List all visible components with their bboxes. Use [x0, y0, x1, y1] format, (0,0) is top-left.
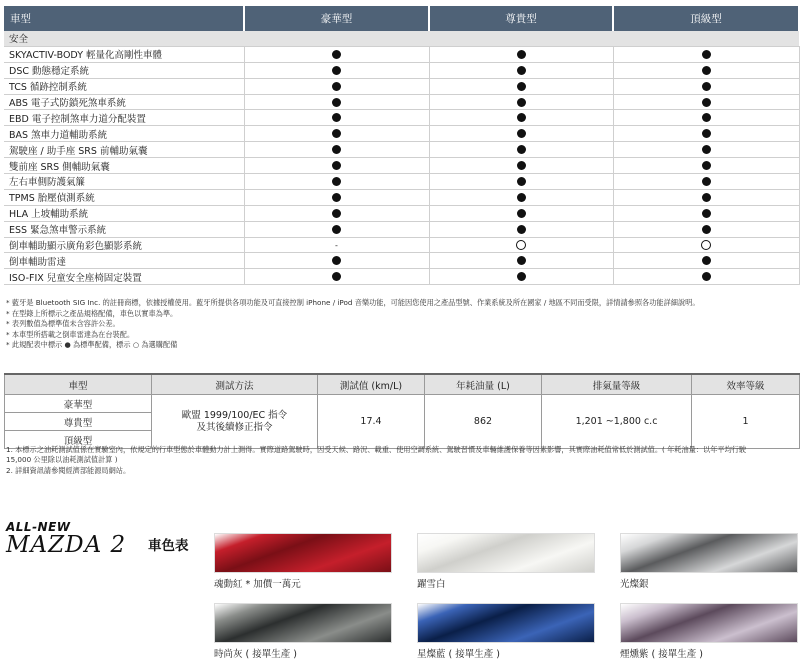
standard-mark-icon: [517, 66, 526, 75]
color-swatch: [620, 533, 798, 573]
header-top: 頂級型: [613, 6, 799, 31]
fuel-header-value: 測試值 (km/L): [318, 374, 425, 395]
fuel-header-efficiency: 效率等級: [692, 374, 800, 395]
feature-name: 雙前座 SRS 側輔助氣囊: [4, 158, 244, 174]
feature-availability: [613, 110, 799, 126]
feature-availability: [613, 237, 799, 253]
safety-spec-table: [4, 6, 800, 285]
standard-mark-icon: [702, 209, 711, 218]
feature-availability: [613, 142, 799, 158]
feature-availability: [244, 110, 429, 126]
fuel-displacement-class: 1,201 ~1,800 c.c: [542, 395, 692, 449]
standard-mark-icon: [702, 272, 711, 281]
feature-availability: [613, 269, 799, 285]
standard-mark-icon: [517, 225, 526, 234]
standard-mark-icon: [702, 193, 711, 202]
standard-mark-icon: [332, 82, 341, 91]
standard-mark-icon: [332, 161, 341, 170]
header-model: 車型: [4, 6, 244, 31]
spec-row: [4, 158, 799, 174]
feature-availability: [244, 126, 429, 142]
standard-mark-icon: [332, 193, 341, 202]
spec-row: [4, 62, 799, 78]
standard-mark-icon: [517, 272, 526, 281]
feature-availability: [429, 237, 613, 253]
standard-mark-icon: [332, 209, 341, 218]
fuel-note-line: 2. 詳細資訊請參閱經濟部能源局網站。: [6, 465, 131, 475]
feature-name: SKYACTIV-BODY 輕量化高剛性車體: [4, 46, 244, 62]
standard-mark-icon: [332, 177, 341, 186]
standard-mark-icon: [517, 145, 526, 154]
standard-mark-icon: [702, 82, 711, 91]
optional-mark-icon: [701, 240, 711, 250]
standard-mark-icon: [517, 113, 526, 122]
feature-name: HLA 上坡輔助系統: [4, 205, 244, 221]
spec-row: [4, 253, 799, 269]
fuel-header-method: 測試方法: [152, 374, 318, 395]
standard-mark-icon: [332, 98, 341, 107]
feature-name: TPMS 胎壓偵測系統: [4, 189, 244, 205]
color-swatch: [620, 603, 798, 643]
feature-name: DSC 動態穩定系統: [4, 62, 244, 78]
standard-mark-icon: [702, 66, 711, 75]
standard-mark-icon: [332, 66, 341, 75]
note-line: * 本車型所搭載之倒車雷達為在台裝配。: [6, 329, 135, 339]
feature-availability: [429, 221, 613, 237]
not-available-mark: -: [335, 240, 338, 250]
feature-availability: [429, 126, 613, 142]
feature-availability: [244, 253, 429, 269]
feature-availability: [244, 189, 429, 205]
standard-mark-icon: [332, 50, 341, 59]
feature-availability: [613, 78, 799, 94]
header-luxury: 豪華型: [244, 6, 429, 31]
standard-mark-icon: [517, 98, 526, 107]
fuel-header-model: 車型: [5, 374, 152, 395]
optional-mark-icon: [516, 240, 526, 250]
feature-name: 左右車側防護氣簾: [4, 174, 244, 190]
fuel-row: [5, 395, 800, 413]
note-line: * 藍牙是 Bluetooth SIG Inc. 的註冊商標，依據授權使用。藍牙所提供各項功能及可直接控制 iPhone / iPod 音樂功能，可能因您使用之產品型號、作業系統及所在國家 / 地區不同而受限，詳情請參照各功能詳細說明。: [6, 298, 700, 307]
fuel-annual-consumption: 862: [425, 395, 542, 449]
spec-row: [4, 205, 799, 221]
spec-row: [4, 46, 799, 62]
all-new-label: ALL-NEW: [6, 520, 71, 534]
standard-mark-icon: [332, 129, 341, 138]
fuel-efficiency-class: 1: [692, 395, 800, 449]
feature-availability: [613, 62, 799, 78]
feature-name: BAS 煞車力道輔助系統: [4, 126, 244, 142]
spec-row: [4, 94, 799, 110]
spec-row: [4, 142, 799, 158]
feature-availability: [244, 78, 429, 94]
standard-mark-icon: [332, 256, 341, 265]
feature-availability: [429, 253, 613, 269]
feature-name: 倒車輔助雷達: [4, 253, 244, 269]
feature-availability: [244, 94, 429, 110]
standard-mark-icon: [702, 177, 711, 186]
standard-mark-icon: [702, 161, 711, 170]
feature-availability: [429, 142, 613, 158]
feature-availability: [429, 94, 613, 110]
feature-availability: [613, 174, 799, 190]
fuel-test-method-text: 歐盟 1999/100/EC 指令 及其後續修正指令: [181, 409, 288, 433]
feature-availability: [613, 94, 799, 110]
fuel-model-name: 豪華型: [5, 395, 152, 413]
feature-availability: [613, 221, 799, 237]
feature-availability: [244, 174, 429, 190]
spec-row: [4, 78, 799, 94]
section-title: 安全: [4, 31, 799, 46]
color-name: 時尚灰 ( 接單生產 ): [214, 649, 297, 660]
fuel-notes: [6, 445, 746, 476]
spec-header-row: [4, 6, 799, 31]
spec-row: [4, 110, 799, 126]
note-line: * 在型錄上所標示之產品規格配備，車色以實車為準。: [6, 308, 178, 318]
feature-availability: [613, 126, 799, 142]
standard-mark-icon: [332, 145, 341, 154]
spec-row: [4, 221, 799, 237]
feature-availability: [429, 78, 613, 94]
feature-name: ESS 緊急煞車警示系統: [4, 221, 244, 237]
feature-availability: [429, 110, 613, 126]
brand-block: [6, 520, 189, 558]
feature-availability: [429, 205, 613, 221]
standard-mark-icon: [702, 145, 711, 154]
standard-mark-icon: [332, 225, 341, 234]
standard-mark-icon: [517, 177, 526, 186]
spec-notes: [6, 298, 700, 351]
color-name: 躍雪白: [417, 579, 446, 590]
feature-availability: [429, 269, 613, 285]
feature-availability: [613, 158, 799, 174]
feature-availability: [244, 46, 429, 62]
fuel-header-annual: 年耗油量 (L): [425, 374, 542, 395]
feature-availability: [613, 253, 799, 269]
feature-availability: [429, 174, 613, 190]
fuel-economy-table: [4, 373, 800, 449]
fuel-model-name: 頂級型: [5, 431, 152, 449]
feature-availability: [429, 158, 613, 174]
standard-mark-icon: [517, 193, 526, 202]
spec-row: [4, 269, 799, 285]
standard-mark-icon: [332, 113, 341, 122]
spec-row: [4, 189, 799, 205]
color-name: 星燦藍 ( 接單生產 ): [417, 649, 500, 660]
feature-availability: [244, 142, 429, 158]
feature-availability: [429, 62, 613, 78]
standard-mark-icon: [702, 113, 711, 122]
color-name: 煙燻紫 ( 接單生產 ): [620, 649, 703, 660]
feature-availability: [613, 189, 799, 205]
header-premium: 尊貴型: [429, 6, 613, 31]
fuel-model-name: 尊貴型: [5, 413, 152, 431]
color-swatch: [214, 533, 392, 573]
color-swatch: [214, 603, 392, 643]
feature-name: TCS 循跡控制系統: [4, 78, 244, 94]
fuel-header-displacement: 排氣量等級: [542, 374, 692, 395]
standard-mark-icon: [702, 225, 711, 234]
color-swatch: [417, 533, 595, 573]
feature-name: ISO-FIX 兒童安全座椅固定裝置: [4, 269, 244, 285]
color-name: 魂動紅 * 加價一萬元: [214, 579, 301, 590]
fuel-test-value: 17.4: [318, 395, 425, 449]
standard-mark-icon: [517, 209, 526, 218]
feature-name: EBD 電子控制煞車力道分配裝置: [4, 110, 244, 126]
color-name: 光燦銀: [620, 579, 649, 590]
feature-availability: [613, 46, 799, 62]
standard-mark-icon: [702, 256, 711, 265]
model-logo: MAZDA 2: [6, 532, 127, 558]
fuel-test-method: [152, 395, 318, 449]
feature-availability: [244, 221, 429, 237]
standard-mark-icon: [517, 161, 526, 170]
feature-availability: [613, 205, 799, 221]
fuel-note-line: 1. 本標示之油耗測試值係在實驗室內，依規定的行車型態於車體動力計上測得。實際道路駕駛時，因受天候、路況、載重、使用空調系統、駕駛習慣及車輛維護保養等因素影響，其實際油耗值常低於測試值。( 年耗油量：以年平均行駛: [6, 445, 747, 454]
feature-availability: [244, 158, 429, 174]
standard-mark-icon: [332, 272, 341, 281]
feature-name: 駕駛座 / 助手座 SRS 前輔助氣囊: [4, 142, 244, 158]
feature-availability: [244, 62, 429, 78]
feature-name: 倒車輔助顯示廣角彩色顯影系統: [4, 237, 244, 253]
feature-availability: [244, 269, 429, 285]
standard-mark-icon: [517, 50, 526, 59]
standard-mark-icon: [702, 98, 711, 107]
feature-availability: [244, 237, 429, 253]
spec-row: [4, 174, 799, 190]
feature-name: ABS 電子式防鎖死煞車系統: [4, 94, 244, 110]
spec-row: [4, 237, 799, 253]
standard-mark-icon: [517, 82, 526, 91]
spec-row: [4, 126, 799, 142]
feature-availability: [429, 46, 613, 62]
feature-availability: [429, 189, 613, 205]
color-chart-title: 車色表: [148, 538, 189, 554]
standard-mark-icon: [702, 50, 711, 59]
section-row: [4, 31, 799, 46]
feature-availability: [244, 205, 429, 221]
fuel-header-row: [5, 374, 800, 395]
color-swatch: [417, 603, 595, 643]
standard-mark-icon: [517, 129, 526, 138]
note-line: * 此規配表中標示 ● 為標準配備，標示 ○ 為選購配備: [6, 340, 178, 350]
standard-mark-icon: [702, 129, 711, 138]
note-line: * 表列數值為標準值未含容許公差。: [6, 319, 120, 329]
standard-mark-icon: [517, 256, 526, 265]
fuel-note-line: 15,000 公里除以油耗測試值計算 ): [6, 455, 118, 465]
